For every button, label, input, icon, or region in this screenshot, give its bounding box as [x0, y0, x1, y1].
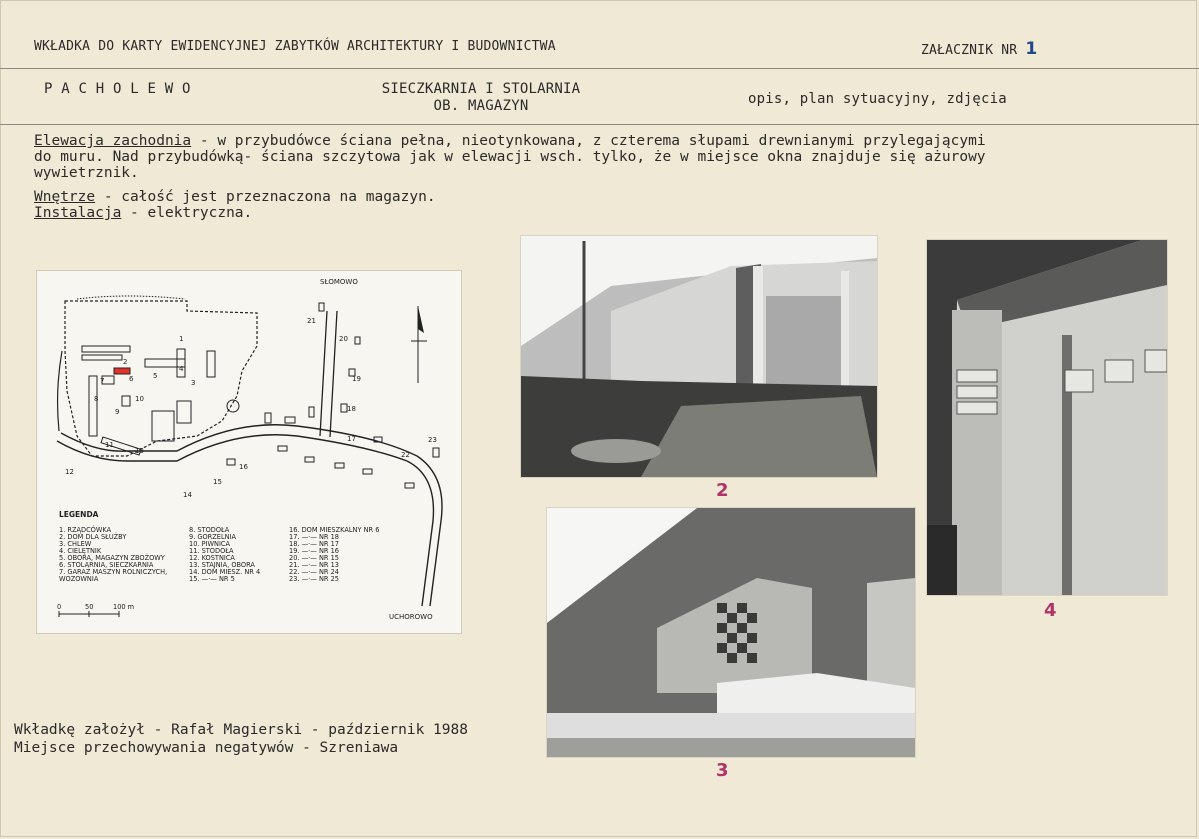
- elevation-line3: wywietrznik.: [34, 165, 139, 181]
- legend-entry: 11. STODOŁA: [189, 547, 234, 555]
- photo-2-number: 2: [716, 480, 729, 501]
- legend-entry: 4. CIELĘTNIK: [59, 547, 102, 555]
- installation-label: Instalacja: [34, 205, 122, 221]
- photo-4-corner-detail: [927, 240, 1167, 595]
- photo-4-image: [927, 240, 1167, 595]
- building-number: 15: [213, 478, 222, 486]
- building-number: 17: [347, 435, 356, 443]
- building-number: 21: [307, 317, 316, 325]
- installation-text: - elektryczna.: [121, 205, 253, 221]
- attachment-label: [921, 39, 1037, 59]
- building-number: 22: [401, 451, 410, 459]
- building-number: 12: [65, 468, 74, 476]
- building-number: 13: [135, 447, 144, 455]
- footer-author: Wkładkę założył - Rafał Magierski - październik 1988: [14, 722, 468, 738]
- building-number: 3: [191, 379, 196, 387]
- building-number: 9: [115, 408, 120, 416]
- elevation-label: Elewacja zachodnia: [34, 133, 192, 149]
- interior-label: Wnętrze: [34, 189, 96, 205]
- legend-entry: 10. PIWNICA: [189, 540, 231, 548]
- legend-entry: 16. DOM MIESZKALNY NR 6: [289, 526, 380, 534]
- legend-entry: 21. —·— NR 13: [289, 561, 339, 569]
- legend-entry: 2. DOM DLA SŁUŻBY: [59, 533, 127, 541]
- building-number: 5: [153, 372, 158, 380]
- map-north-label: SŁOMOWO: [320, 278, 358, 286]
- object-name-line2: OB. MAGAZYN: [433, 98, 529, 114]
- building-number: 19: [352, 375, 361, 383]
- legend-entry: 18. —·— NR 17: [289, 540, 339, 548]
- scale-bar: [57, 603, 134, 617]
- legend-entry: 22. —·— NR 24: [289, 568, 339, 576]
- scale-label: 0: [57, 603, 62, 611]
- installation-line: [34, 205, 1174, 221]
- building-number: 10: [135, 395, 144, 403]
- legend-column-2: [189, 526, 260, 583]
- building-number: 16: [239, 463, 248, 471]
- building-number: 7: [100, 377, 105, 385]
- legend-entry: 5. OBORA, MAGAZYN ZBOŻOWY: [59, 554, 165, 562]
- interior-text: - całość jest przeznaczona na magazyn.: [95, 189, 436, 205]
- legend-entry: 1. RZĄDCÓWKA: [59, 526, 112, 534]
- building-number: 14: [183, 491, 192, 499]
- elevation-line1: [34, 133, 1174, 149]
- legend-entry: 23. —·— NR 25: [289, 575, 339, 583]
- legend-entry: 6. STOLARNIA, SIECZKARNIA: [59, 561, 154, 569]
- legend-column-1: [59, 525, 167, 583]
- building-number: 11: [105, 441, 114, 449]
- legend-column-3: [289, 526, 379, 583]
- form-title: WKŁADKA DO KARTY EWIDENCYJNEJ ZABYTKÓW ARCHITEKTURY I BUDOWNICTWA: [34, 39, 556, 54]
- object-name-line1: SIECZKARNIA I STOLARNIA: [381, 81, 581, 97]
- legend-entry: 7. GARAŻ MASZYN ROLNICZYCH,: [59, 568, 168, 576]
- attachment-number: 1: [1025, 39, 1038, 59]
- content-description: opis, plan sytuacyjny, zdjęcia: [748, 91, 1007, 107]
- description-block: [34, 133, 1174, 221]
- legend-entry: 17. —·— NR 18: [289, 533, 339, 541]
- legend-entry: WOZOWNIA: [59, 575, 99, 583]
- building-number: 6: [129, 375, 134, 383]
- site-plan-drawing: [37, 271, 461, 633]
- building-number: 2: [123, 358, 128, 366]
- building-number: 18: [347, 405, 356, 413]
- header-divider: [0, 68, 1199, 69]
- photo-2-building-view: [521, 236, 877, 477]
- subheader-divider: [0, 124, 1199, 125]
- photo-2-image: [521, 236, 877, 477]
- photo-4-number: 4: [1044, 600, 1057, 621]
- building-number: 1: [179, 335, 184, 343]
- footer-negatives-location: Miejsce przechowywania negatywów - Szreniawa: [14, 740, 399, 756]
- building-number: 4: [179, 365, 184, 373]
- scale-label: 100 m: [113, 603, 135, 611]
- scale-label: 50: [85, 603, 94, 611]
- site-plan-map: [37, 271, 461, 633]
- legend-entry: 12. KOSTNICA: [189, 554, 235, 562]
- footer: [14, 721, 468, 757]
- elevation-text1: - w przybudówce ściana pełna, nieotynkowana, z czterema słupami drewnianymi przylegającymi: [191, 133, 986, 149]
- legend-entry: 20. —·— NR 15: [289, 554, 339, 562]
- place-name: P A C H O L E W O: [44, 81, 191, 97]
- legend-entry: 14. DOM MIESZ. NR 4: [189, 568, 261, 576]
- attachment-label-text: ZAŁACZNIK NR: [921, 43, 1018, 58]
- photo-3-image: [547, 508, 915, 757]
- building-number: 20: [339, 335, 348, 343]
- object-name: [361, 81, 601, 115]
- legend-entry: 13. STAJNIA, OBORA: [189, 561, 255, 569]
- legend-entry: 9. GORZELNIA: [189, 533, 237, 541]
- building-number: 23: [428, 436, 437, 444]
- legend-entry: 15. —·— NR 5: [189, 575, 235, 583]
- photo-3-number: 3: [716, 760, 729, 781]
- legend-entry: 3. CHLEW: [59, 540, 92, 548]
- elevation-line2: do muru. Nad przybudówką- ściana szczytowa jak w elewacji wsch. tylko, że w miejsce okna znajduje się ażurowy: [34, 149, 986, 165]
- map-south-label: UCHOROWO: [389, 613, 433, 621]
- photo-3-gable-detail: [547, 508, 915, 757]
- legend-entry: 19. —·— NR 16: [289, 547, 339, 555]
- interior-line: [34, 189, 1174, 205]
- legend-title: LEGENDA: [59, 510, 99, 519]
- legend-entry: 8. STODOŁA: [189, 526, 230, 534]
- building-numbers: [65, 317, 437, 499]
- building-number: 8: [94, 395, 99, 403]
